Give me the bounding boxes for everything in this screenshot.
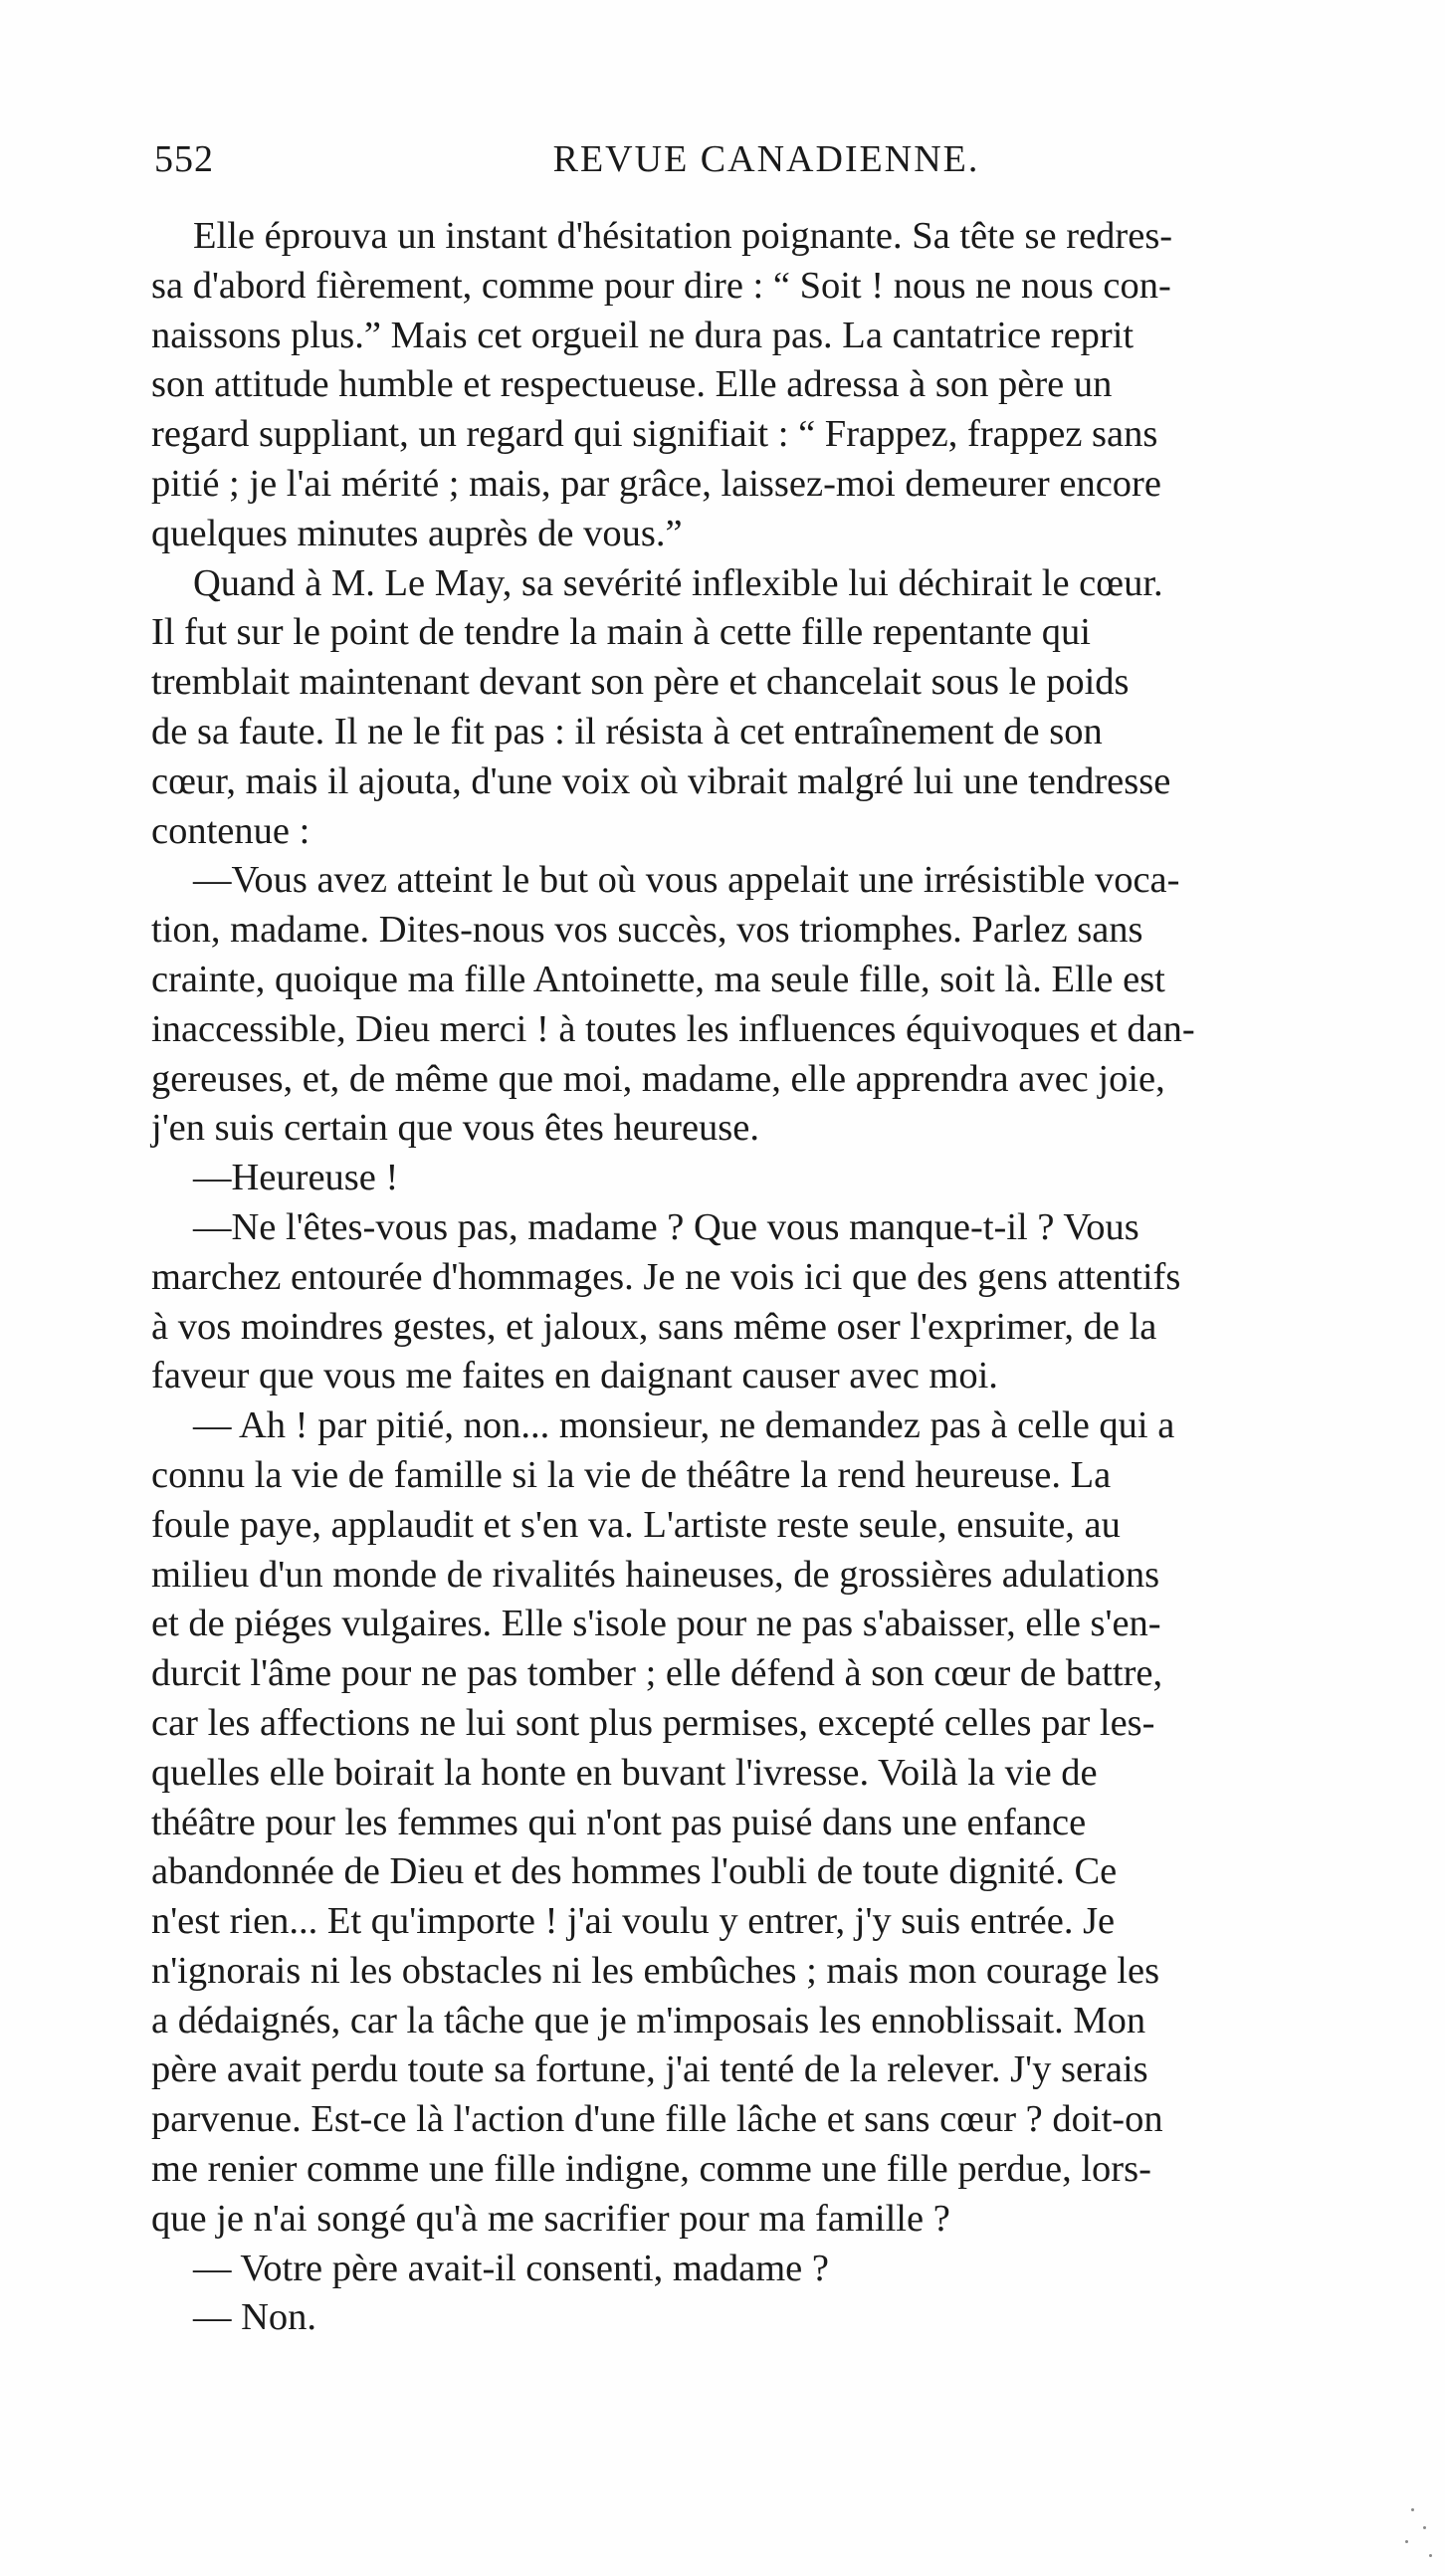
- paragraph-hesitation: Elle éprouva un instant d'hésitation poignante. Sa tête se redres- sa d'abord fièrement, comme pour dire : “ Soit ! nous ne nous con- naissons plus.” Mais cet orgueil ne dura pas. La cantatrice reprit son attitude humble et respectueuse. Elle adressa à son père un regard suppliant, un regard qui signifiait : “ Frappez, frappez sans pitié ; je l'ai mérité ; mais, par grâce, laissez-moi demeurer encore quelques minutes auprès de vous.”: [151, 215, 1173, 554]
- paragraph-dialogue-non: — Non.: [193, 2296, 317, 2339]
- paragraph-dialogue-consenti: — Votre père avait-il consenti, madame ?: [193, 2247, 829, 2289]
- scan-speck: [1429, 2554, 1432, 2557]
- body-text: [151, 212, 1375, 2343]
- paragraph-dialogue-hommages: —Ne l'êtes-vous pas, madame ? Que vous manque-t-il ? Vous marchez entourée d'hommages. Je ne vois ici que des gens attentifs à vos moindres gestes, et jaloux, sans même oser l'exprimer, de la faveur que vous me faites en daignant causer avec moi.: [151, 1205, 1181, 1397]
- scan-speck: [1405, 2540, 1408, 2543]
- paragraph-le-may: Quand à M. Le May, sa sevérité inflexible lui déchirait le cœur. Il fut sur le point de tendre la main à cette fille repentante qui tremblait maintenant devant son père et chancelait sous le poids de sa faute. Il ne le fit pas : il résista à cet entraînement de son cœur, mais il ajouta, d'une voix où vibrait malgré lui une tendresse contenue :: [151, 561, 1171, 852]
- scan-speck: [1423, 2526, 1426, 2529]
- paragraph-dialogue-heureuse: —Heureuse !: [193, 1157, 399, 1199]
- running-title: REVUE CANADIENNE.: [552, 138, 980, 180]
- scan-speck: [1411, 2508, 1414, 2511]
- page-header: [154, 137, 1378, 187]
- paragraph-dialogue-theatre: — Ah ! par pitié, non... monsieur, ne demandez pas à celle qui a connu la vie de famille si la vie de théâtre la rend heureuse. La foule paye, applaudit et s'en va. L'artiste reste seule, ensuite, au milieu d'un monde de rivalités haineuses, de grossières adulations et de piéges vulgaires. Elle s'isole pour ne pas s'abaisser, elle s'en- durcit l'âme pour ne pas tomber ; elle défend à son cœur de battre, car les affections ne lui sont plus permises, excepté celles par les- quelles elle boirait la honte en buvant l'ivresse. Voilà la vie de théâtre pour les femmes qui n'ont pas puisé dans une enfance abandonnée de Dieu et des hommes l'oubli de toute dignité. Ce n'est rien... Et qu'importe ! j'ai voulu y entrer, j'y suis entrée. Je n'ignorais ni les obstacles ni les embûches ; mais mon courage les a dédaignés, car la tâche que je m'imposais les ennoblissait. Mon père avait perdu toute sa fortune, j'ai tenté de la relever. J'y serais parvenue. Est-ce là l'action d'une fille lâche et sans cœur ? doit-on me renier comme une fille indigne, comme une fille perdue, lors- que je n'ai songé qu'à me sacrifier pour ma famille ?: [151, 1404, 1175, 2240]
- paragraph-dialogue-vocation: —Vous avez atteint le but où vous appelait une irrésistible voca- tion, madame. Dites-nous vos succès, vos triomphes. Parlez sans crainte, quoique ma fille Antoinette, ma seule fille, soit là. Elle est inaccessible, Dieu merci ! à toutes les influences équivoques et dan- gereuses, et, de même que moi, madame, elle apprendra avec joie, j'en suis certain que vous êtes heureuse.: [151, 859, 1195, 1150]
- page-number: 552: [154, 138, 214, 180]
